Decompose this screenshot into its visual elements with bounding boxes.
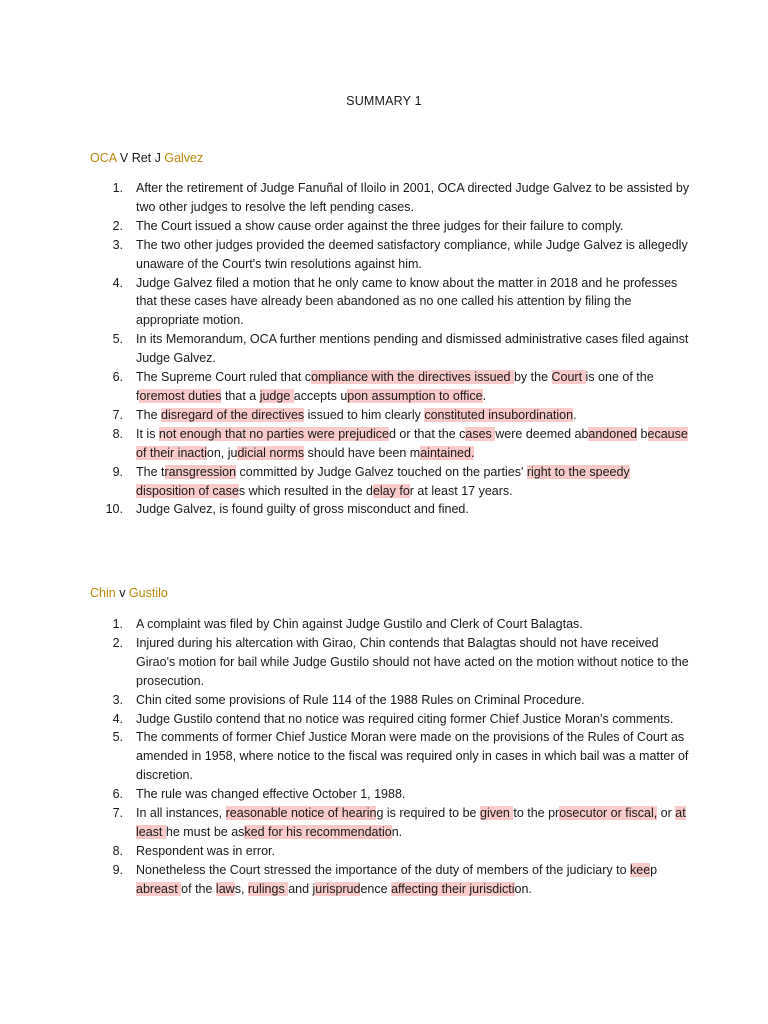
highlighted-text: rulings	[247, 881, 289, 896]
case-versus-text: v	[115, 586, 129, 600]
summary-list-item	[90, 500, 690, 519]
list-item-number: 3.	[112, 237, 123, 252]
list-item-text: The rule was changed effective October 1, 1988.	[136, 787, 406, 802]
summary-list-item	[90, 861, 690, 899]
case-versus-text: V Ret J	[116, 151, 165, 165]
highlighted-text: given	[480, 806, 514, 821]
highlighted-text: ked for his recommendatio	[244, 824, 392, 839]
list-item-number: 6.	[112, 370, 123, 385]
list-item-number: 9.	[112, 464, 123, 479]
highlighted-text: ases	[465, 426, 496, 441]
highlighted-text: dicial norms	[237, 445, 305, 460]
highlighted-text: ompliance with the directives issued	[311, 370, 514, 385]
highlighted-text: ecause of their inacti	[136, 426, 688, 460]
list-item-number: 5.	[112, 332, 123, 347]
list-item-text: After the retirement of Judge Fanuñal of Iloilo in 2001, OCA directed Judge Galvez to be assisted by two other judges to resolve the left pending cases.	[136, 181, 690, 214]
summary-list-item	[90, 785, 690, 804]
list-item-text: Chin cited some provisions of Rule 114 of the 1988 Rules on Criminal Procedure.	[136, 692, 585, 707]
summary-list-item	[90, 236, 690, 274]
summary-list-item	[90, 615, 690, 634]
list-item-text: Judge Galvez, is found guilty of gross misconduct and fined.	[136, 502, 469, 517]
highlighted-text: aintained.	[420, 445, 475, 460]
list-item-text: and j	[288, 881, 316, 896]
list-item-text: In all instances,	[136, 806, 226, 821]
highlighted-text: urisprud	[315, 881, 361, 896]
list-item-number: 4.	[112, 275, 123, 290]
list-item-text: The Supreme Court ruled that c	[136, 370, 312, 385]
list-item-text: Injured during his altercation with Girao, Chin contends that Balagtas should not have received Girao's motion for bail while Judge Gustilo should not have acted on the motion without notice to the prosecution.	[136, 635, 689, 688]
list-item-number: 6.	[112, 787, 123, 802]
highlighted-text: constituted insubordination	[424, 407, 574, 422]
summary-list-item	[90, 804, 690, 842]
list-item-text: .	[573, 407, 577, 422]
list-item-number: 5.	[112, 730, 123, 745]
list-item-text: .	[482, 388, 487, 403]
summary-list-item	[90, 425, 690, 463]
list-item-text: he must be as	[165, 824, 245, 839]
list-item-number: 1.	[112, 617, 123, 631]
case-party-name: Chin	[90, 586, 116, 600]
summary-list-item	[90, 634, 690, 691]
summary-list-item	[90, 463, 690, 501]
highlighted-text: pon assumption to office	[347, 388, 483, 403]
list-item-text: Judge Gustilo contend that no notice was required citing former Chief Justice Moran's comments.	[136, 711, 674, 726]
list-item-text: on.	[514, 881, 532, 896]
summary-list-item	[90, 728, 690, 785]
summary-list-item	[90, 274, 690, 331]
summary-list-item	[90, 217, 690, 236]
list-item-text: by the	[513, 370, 552, 385]
list-item-number: 1.	[112, 181, 123, 195]
list-item-number: 3.	[112, 692, 123, 707]
list-item-text: to the pr	[513, 806, 560, 821]
highlighted-text: law	[215, 881, 235, 896]
list-item-text: r at least 17 years.	[409, 483, 513, 498]
list-item-number: 7.	[112, 407, 123, 422]
case-summary-list-oca-v-galvez	[90, 179, 690, 519]
list-item-text: that a	[221, 388, 260, 403]
list-item-text: or	[657, 806, 676, 821]
highlighted-text: judge	[259, 388, 294, 403]
summary-list-item	[90, 179, 690, 217]
case-summary-list-chin-v-gustilo	[90, 615, 690, 899]
list-item-number: 4.	[112, 711, 123, 726]
list-item-number: 8.	[112, 843, 123, 858]
list-item-text: issued to him clearly	[304, 407, 425, 422]
summary-list-item	[90, 842, 690, 861]
summary-list-item	[90, 406, 690, 425]
list-item-text: were deemed ab	[495, 426, 589, 441]
list-item-text: The Court issued a show cause order against the three judges for their failure to comply.	[136, 218, 624, 233]
case-party-name: OCA	[90, 151, 117, 165]
case-heading-oca-v-galvez	[90, 151, 203, 165]
case-party-name: Gustilo	[128, 586, 168, 600]
highlighted-text: reasonable notice of hearin	[225, 806, 377, 821]
list-item-text: accepts u	[293, 388, 348, 403]
highlighted-text: abreast	[136, 881, 182, 896]
list-item-text: b	[637, 426, 648, 441]
summary-list-item	[90, 368, 690, 406]
highlighted-text: disregard of the directives	[161, 407, 305, 422]
list-item-number: 7.	[112, 806, 123, 821]
list-item-text: is one of the f	[136, 370, 654, 403]
highlighted-text: not enough that no parties were prejudice	[158, 426, 389, 441]
list-item-text: committed by Judge Galvez touched on the parties'	[236, 464, 527, 479]
list-item-text: In its Memorandum, OCA further mentions pending and dismissed administrative cases filed against Judge Galvez.	[136, 332, 689, 366]
case-party-name: Galvez	[164, 151, 204, 165]
list-item-text: s,	[234, 881, 248, 896]
list-item-text: ence	[360, 881, 392, 896]
list-item-text: on, ju	[206, 445, 238, 460]
list-item-text: of the	[181, 881, 216, 896]
list-item-text: s which resulted in the d	[238, 483, 373, 498]
list-item-text: The t	[136, 464, 165, 479]
highlighted-text: elay fo	[372, 483, 410, 498]
case-heading-chin-v-gustilo	[90, 586, 168, 600]
list-item-text: d or that the c	[388, 426, 466, 441]
highlighted-text: andoned	[588, 426, 638, 441]
list-item-number: 2.	[112, 218, 123, 233]
list-item-text: Respondent was in error.	[136, 843, 275, 858]
list-item-text: p	[650, 862, 658, 877]
highlighted-text: osecutor or fiscal,	[559, 806, 658, 821]
list-item-number: 8.	[112, 426, 123, 441]
list-item-number: 2.	[112, 635, 123, 650]
highlighted-text: right to the speedy disposition of case	[136, 464, 630, 498]
highlighted-text: affecting their jurisdicti	[391, 881, 515, 896]
highlighted-text: oremost duties	[139, 388, 222, 403]
list-item-text: Nonetheless the Court stressed the importance of the duty of members of the judiciary to	[136, 862, 631, 877]
summary-list-item	[90, 330, 690, 368]
summary-list-item	[90, 691, 690, 710]
document-title: SUMMARY 1	[346, 94, 422, 108]
list-item-text: It is	[136, 426, 159, 441]
highlighted-text: Court	[551, 370, 586, 385]
list-item-text: n.	[391, 824, 403, 839]
list-item-number: 9.	[112, 862, 123, 877]
list-item-number: 10.	[105, 502, 123, 517]
highlighted-text: kee	[630, 862, 651, 877]
highlighted-text: at least	[136, 806, 686, 839]
list-item-text: should have been m	[304, 445, 421, 460]
highlighted-text: ransgression	[164, 464, 237, 479]
list-item-text: The comments of former Chief Justice Moran were made on the provisions of the Rules of Court as amended in 1958, where notice to the fiscal was required only in cases in which bail was a matter of discretion.	[136, 730, 689, 783]
list-item-text: Judge Galvez filed a motion that he only came to know about the matter in 2018 and he professes that these cases have already been abandoned as no one called his attention by filing the appropriate motion.	[136, 275, 678, 328]
list-item-text: The	[136, 407, 162, 422]
list-item-text: g is required to be	[376, 806, 480, 821]
list-item-text: A complaint was filed by Chin against Judge Gustilo and Clerk of Court Balagtas.	[136, 617, 583, 631]
summary-list-item	[90, 710, 690, 729]
list-item-text: The two other judges provided the deemed satisfactory compliance, while Judge Galvez is allegedly unaware of the Court's twin resolutions against him.	[136, 237, 688, 271]
